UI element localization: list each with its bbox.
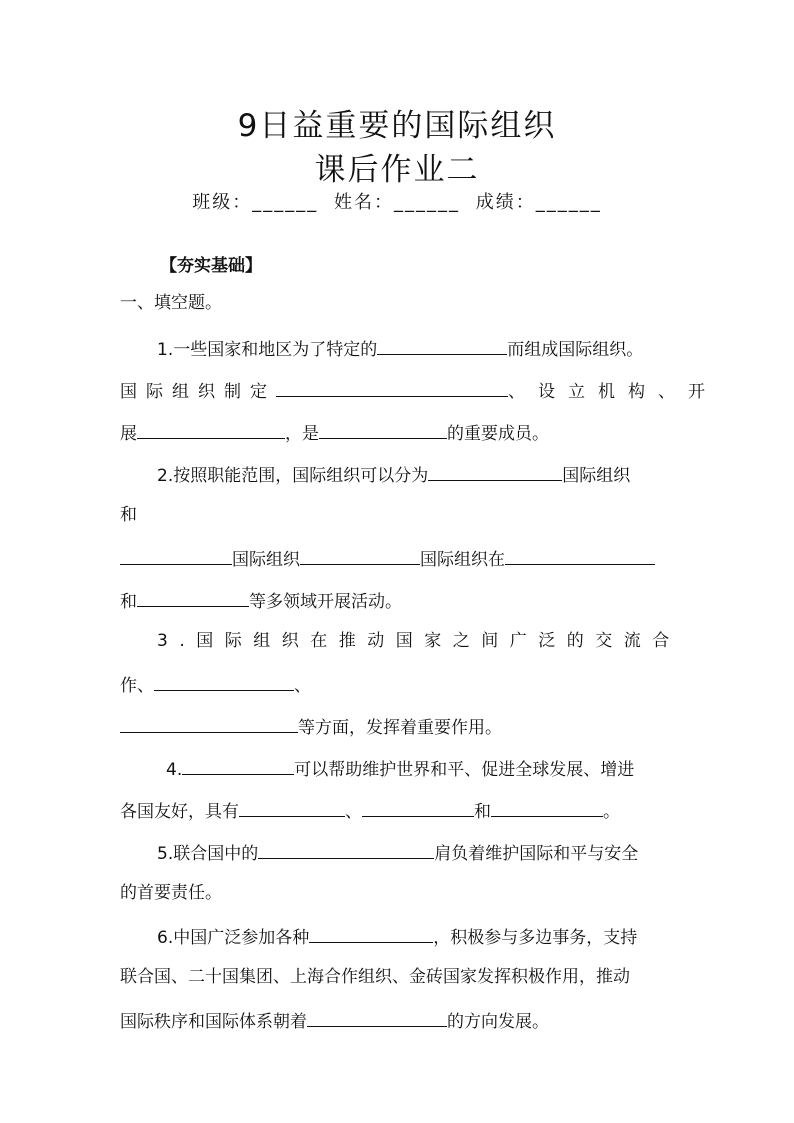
q2-line4 [120, 588, 402, 613]
q1-text-d: 、设立机构、开 [508, 382, 718, 402]
q5-text-a: 5.联合国中的 [157, 844, 259, 864]
answer-blank[interactable] [377, 336, 507, 355]
q2-line3 [120, 546, 655, 571]
q6-text-c: 联合国、二十国集团、上海合作组织、金砖国家发挥积极作用，推动 [120, 967, 630, 987]
answer-blank[interactable] [491, 798, 603, 817]
section-heading: 【夯实基础】 [160, 256, 262, 276]
q4-text-b: 可以帮助维护世界和平、促进全球发展、增进 [294, 760, 635, 780]
q3-text-d: 等方面，发挥着重要作用。 [298, 718, 502, 738]
q5-line2 [120, 882, 222, 904]
q4-text-a: 4. [166, 760, 183, 780]
answer-blank[interactable] [276, 378, 508, 397]
q1-line3 [120, 420, 549, 445]
answer-blank[interactable] [137, 588, 249, 607]
answer-blank[interactable] [239, 798, 345, 817]
answer-blank[interactable] [300, 546, 420, 565]
q1-text-a: 1.一些国家和地区为了特定的 [157, 340, 378, 360]
q3-text-b: 作、 [120, 676, 154, 696]
q4-line2 [120, 798, 620, 823]
q2-line2 [120, 504, 137, 526]
q3-line1 [157, 630, 681, 652]
answer-blank[interactable] [154, 672, 294, 691]
q3-line2 [120, 672, 311, 697]
q2-text-f: 和 [120, 592, 137, 612]
q6-line1 [157, 924, 637, 949]
name-field: 姓名：______ [334, 192, 460, 213]
answer-blank[interactable] [309, 924, 433, 943]
answer-blank[interactable] [137, 420, 285, 439]
worksheet-subtitle: 课后作业二 [314, 152, 480, 188]
q1-text-c: 国际组织制定 [120, 382, 276, 402]
q3-text-c: 、 [294, 676, 311, 696]
q5-text-b: 肩负着维护国际和平与安全 [434, 844, 639, 864]
class-field: 班级：______ [192, 192, 319, 213]
worksheet-title: 9日益重要的国际组织 [237, 108, 557, 144]
q1-line2 [120, 378, 718, 403]
q3-line3 [120, 714, 502, 739]
q2-text-e: 国际组织在 [420, 550, 505, 570]
answer-blank[interactable] [120, 546, 232, 565]
student-info-row [0, 188, 794, 214]
q4-line1 [166, 756, 634, 781]
q6-text-a: 6.中国广泛参加各种 [157, 928, 310, 948]
q4-text-d: 、 [345, 802, 362, 822]
q6-text-b: ，积极参与多边事务，支持 [433, 928, 638, 948]
q6-text-e: 的方向发展。 [447, 1012, 549, 1032]
q2-text-g: 等多领域开展活动。 [249, 592, 402, 612]
q2-text-c: 和 [120, 505, 137, 525]
q5-text-c: 的首要责任。 [120, 883, 222, 903]
answer-blank[interactable] [319, 420, 447, 439]
q1-text-g: 的重要成员。 [447, 424, 549, 444]
answer-blank[interactable] [362, 798, 474, 817]
q1-text-b: 而组成国际组织。 [507, 340, 644, 360]
q4-text-e: 和 [474, 802, 491, 822]
q2-line1 [157, 462, 630, 487]
q2-text-d: 国际组织 [232, 550, 300, 570]
q1-text-e: 展 [120, 424, 137, 444]
q2-text-a: 2.按照职能范围，国际组织可以分为 [157, 466, 429, 486]
q6-line3 [120, 1008, 549, 1033]
q4-text-c: 各国友好，具有 [120, 802, 239, 822]
score-field: 成绩：______ [475, 192, 602, 213]
answer-blank[interactable] [258, 840, 434, 859]
q1-line1 [157, 336, 643, 361]
part-one-heading: 一、填空题。 [120, 293, 222, 313]
q2-text-b: 国际组织 [562, 466, 631, 486]
answer-blank[interactable] [428, 462, 562, 481]
q3-text-a: 3.国际组织在推动国家之间广泛的交流合 [157, 631, 681, 651]
q5-line1 [157, 840, 638, 865]
answer-blank[interactable] [182, 756, 294, 775]
q6-line2 [120, 966, 630, 988]
answer-blank[interactable] [120, 714, 298, 733]
q6-text-d: 国际秩序和国际体系朝着 [120, 1012, 307, 1032]
q4-text-f: 。 [603, 802, 620, 822]
answer-blank[interactable] [505, 546, 655, 565]
q1-text-f: ，是 [285, 424, 319, 444]
answer-blank[interactable] [307, 1008, 447, 1027]
